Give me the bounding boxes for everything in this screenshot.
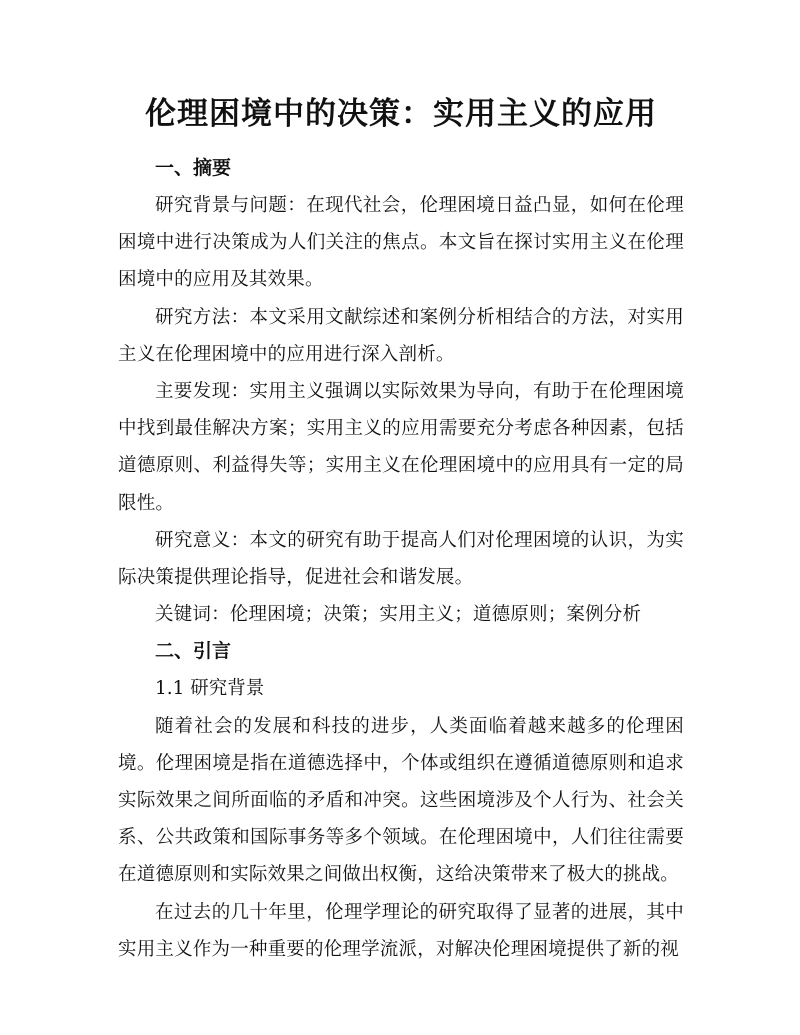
intro-heading: 二、引言 — [155, 640, 232, 663]
intro-paragraph-1: 随着社会的发展和科技的进步，人类面临着越来越多的伦理困境。伦理困境是指在道德选择中，个体或组织在遵循道德原则和追求实际效果之间所面临的矛盾和冲突。这些困境涉及个人行为、社会关系、公共政策和国际事务等多个领域。在伦理困境中，人们往往需要在道德原则和实际效果之间做出权衡，这给决策带来了极大的挑战。 — [118, 715, 684, 886]
keywords-line: 关键词：伦理困境；决策；实用主义；道德原则；案例分析 — [155, 604, 642, 626]
intro-paragraph-2: 在过去的几十年里，伦理学理论的研究取得了显著的进展，其中实用主义作为一种重要的伦理学流派，对解决伦理困境提供了新的视 — [118, 901, 684, 960]
abstract-significance-paragraph: 研究意义：本文的研究有助于提高人们对伦理困境的认识，为实际决策提供理论指导，促进社会和谐发展。 — [118, 529, 684, 589]
document-page — [118, 88, 684, 968]
research-background-subheading: 1.1 研究背景 — [155, 678, 265, 700]
document-title: 伦理困境中的决策：实用主义的应用 — [145, 96, 657, 132]
abstract-findings-paragraph: 主要发现：实用主义强调以实际效果为导向，有助于在伦理困境中找到最佳解决方案；实用主义的应用需要充分考虑各种因素，包括道德原则、利益得失等；实用主义在伦理困境中的应用具有一定的局限性。 — [118, 381, 684, 514]
abstract-heading: 一、摘要 — [155, 157, 232, 179]
abstract-background-paragraph: 研究背景与问题：在现代社会，伦理困境日益凸显，如何在伦理困境中进行决策成为人们关注的焦点。本文旨在探讨实用主义在伦理困境中的应用及其效果。 — [118, 195, 684, 291]
abstract-method-paragraph: 研究方法：本文采用文献综述和案例分析相结合的方法，对实用主义在伦理困境中的应用进行深入剖析。 — [118, 306, 684, 365]
